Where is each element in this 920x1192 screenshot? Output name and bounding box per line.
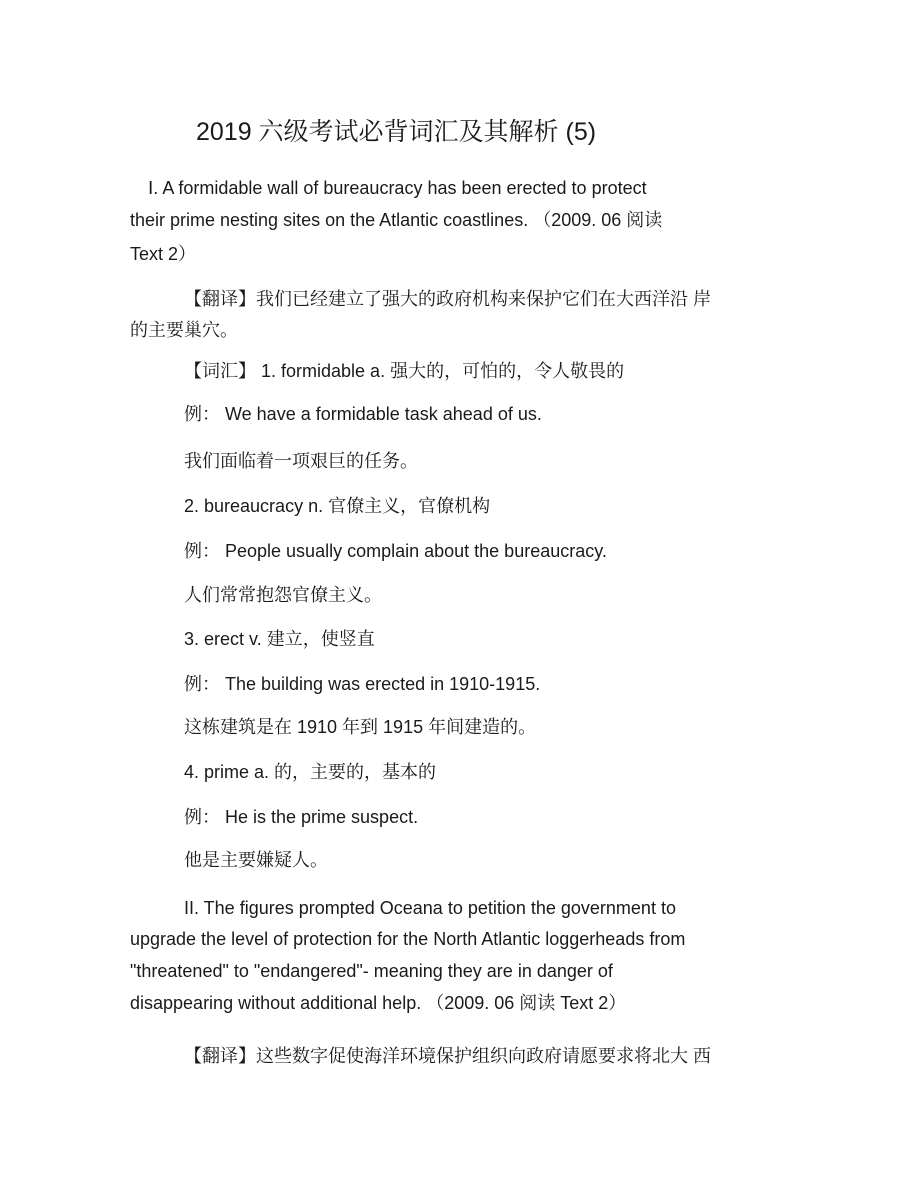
sentence-2-line-2: upgrade the level of protection for the North Atlantic loggerheads from	[130, 929, 686, 949]
example-2: 例： People usually complain about the bureaucracy.	[184, 541, 607, 561]
translation-1-line-1: 【翻译】我们已经建立了强大的政府机构来保护它们在大西洋沿 岸	[184, 289, 711, 309]
translation-2-line-1: 【翻译】这些数字促使海洋环境保护组织向政府请愿要求将北大 西	[184, 1046, 711, 1066]
example-4-translation: 他是主要嫌疑人。	[184, 850, 328, 870]
sentence-2-line-4: disappearing without additional help. （2009. 06 阅读 Text 2）	[130, 993, 627, 1013]
vocab-word-2: 2. bureaucracy n. 官僚主义，官僚机构	[184, 496, 491, 516]
example-1-translation: 我们面临着一项艰巨的任务。	[184, 451, 418, 471]
page-title: 2019 六级考试必背词汇及其解析 (5)	[196, 118, 597, 146]
vocab-word-4: 4. prime a. 的，主要的，基本的	[184, 762, 437, 782]
vocab-word-3: 3. erect v. 建立，使竖直	[184, 629, 375, 649]
sentence-1-line-1: Ⅰ. A formidable wall of bureaucracy has been erected to protect	[148, 178, 647, 198]
sentence-2-line-1: II. The figures prompted Oceana to petition the government to	[184, 898, 676, 918]
example-1: 例： We have a formidable task ahead of us.	[184, 404, 542, 424]
sentence-1-line-3: Text 2）	[130, 244, 197, 264]
example-3: 例： The building was erected in 1910-1915.	[184, 674, 541, 694]
example-2-translation: 人们常常抱怨官僚主义。	[184, 585, 382, 605]
translation-1-line-2: 的主要巢穴。	[130, 320, 238, 340]
sentence-2-line-3: "threatened" to "endangered"- meaning they are in danger of	[130, 961, 613, 981]
vocab-header: 【词汇】 1. formidable a. 强大的，可怕的，令人敬畏的	[184, 361, 625, 381]
example-4: 例： He is the prime suspect.	[184, 807, 419, 827]
sentence-1-line-2: their prime nesting sites on the Atlantic coastlines. （2009. 06 阅读	[130, 210, 663, 230]
example-3-translation: 这栋建筑是在 1910 年到 1915 年间建造的。	[184, 717, 537, 737]
